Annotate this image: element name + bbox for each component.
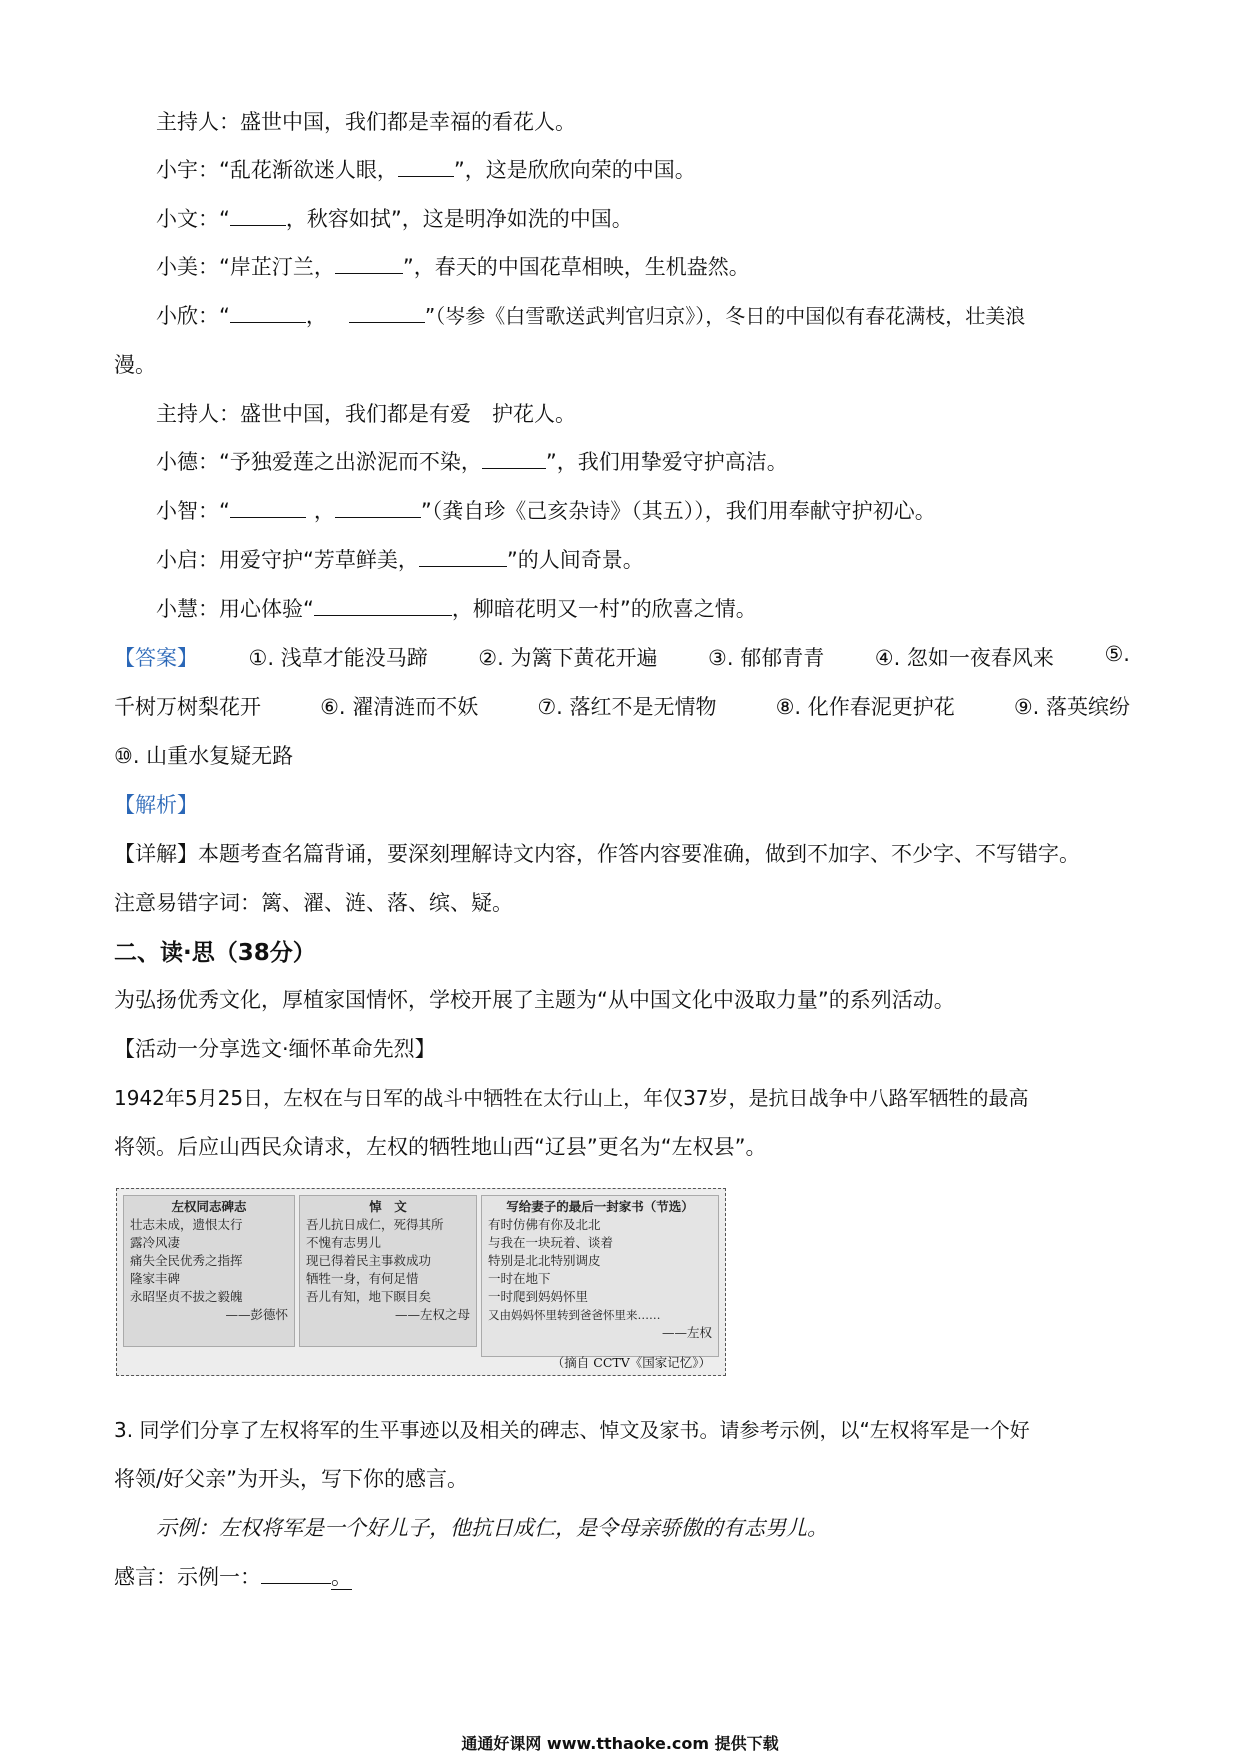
text-segment: ”，春天的中国花草相映，生机盎然。 (402, 255, 750, 279)
answer-item: ④. 忽如一夜春风来 (874, 646, 1054, 670)
panel-line: 现已得着民主事救成功 (306, 1253, 432, 1268)
answer-end: 。 (331, 1565, 352, 1589)
memorial-image (116, 1188, 726, 1376)
answer-item: ③. 郁郁青青 (708, 646, 825, 670)
line-xiaoqi (156, 544, 644, 574)
panel-line: 露冷风凄 (130, 1235, 181, 1250)
answer-blank (419, 546, 507, 567)
text-segment: ”，我们用挚爱守护高洁。 (545, 450, 788, 474)
panel-line: 痛失全民优秀之指挥 (130, 1253, 243, 1268)
answer-item-last: ⑩. 山重水复疑无路 (114, 744, 294, 768)
line-xiaomei (156, 251, 750, 281)
text-segment: 小智：“ (156, 499, 230, 523)
answer-blank (482, 448, 546, 469)
panel-line: 一时在地下 (488, 1271, 551, 1286)
line-xiaoyu (156, 154, 696, 184)
image-source: （摘自 CCTV《国家记忆》） (551, 1355, 711, 1370)
answer-line (114, 1561, 352, 1591)
analysis-tag: 【解析】 (114, 793, 198, 817)
question-line: 将领/好父亲”为开头，写下你的感言。 (114, 1467, 468, 1491)
text-segment: ”的人间奇景。 (506, 548, 644, 572)
panel-signature: ——彭德怀 (225, 1307, 288, 1322)
answer-blank (314, 595, 452, 616)
text-segment: ”，这是欣欣向荣的中国。 (453, 158, 696, 182)
answer-blank (261, 1563, 331, 1584)
example-line: 示例：左权将军是一个好儿子，他抗日成仁，是令母亲骄傲的有志男儿。 (156, 1516, 828, 1540)
line-xiaoxin (156, 300, 1025, 330)
section-intro: 为弘扬优秀文化，厚植家国情怀，学校开展了主题为“从中国文化中汲取力量”的系列活动。 (114, 988, 955, 1012)
text-segment: 小文：“ (156, 207, 230, 231)
panel-signature: ——左权之母 (394, 1307, 470, 1322)
text-segment: ， (305, 304, 327, 328)
panel-line: 吾儿有知，地下瞑目矣 (306, 1289, 432, 1304)
analysis-detail: 【详解】本题考查名篇背诵，要深刻理解诗文内容，作答内容要准确，做到不加字、不少字、不写错字。 (114, 842, 1080, 866)
panel-line: 壮志未成，遗恨太行 (130, 1217, 243, 1232)
activity-title: 【活动一分享选文·缅怀革命先烈】 (114, 1037, 436, 1061)
line-xiaohui (156, 593, 757, 623)
panel-line: 牺牲一身，有何足惜 (306, 1271, 419, 1286)
panel-line: 与我在一块玩着、谈着 (488, 1235, 614, 1250)
answer-tag: 【答案】 (114, 646, 198, 670)
answer-item: ⑧. 化作春泥更护花 (775, 695, 955, 719)
answer-blank (230, 205, 286, 226)
answer-item: ⑨. 落英缤纷 (1013, 695, 1130, 719)
panel-title: 左权同志碑志 (171, 1199, 247, 1214)
answer-item: ①. 浅草才能没马蹄 (248, 646, 428, 670)
line-xiaozhi (156, 495, 936, 525)
line-host-1: 主持人：盛世中国，我们都是幸福的看花人。 (156, 110, 576, 134)
panel-title: 写给妻子的最后一封家书（节选） (506, 1199, 694, 1214)
panel-line: 吾儿抗日成仁，死得其所 (306, 1217, 444, 1232)
text-segment: 小宇：“乱花渐欲迷人眼， (156, 158, 398, 182)
panel-epitaph (123, 1195, 295, 1347)
text-segment: 小启：用爱守护“芳草鲜美， (156, 548, 419, 572)
answer-blank (398, 156, 454, 177)
panel-line: 有时仿佛有你及北北 (488, 1217, 601, 1232)
panel-line: 一时爬到妈妈怀里 (488, 1289, 589, 1304)
text-segment: 小慧：用心体验“ (156, 597, 314, 621)
text-segment: ”（岑参《白雪歌送武判官归京》），冬日的中国似有春花满枝，壮美浪 (424, 304, 1026, 328)
answer-item: 千树万树梨花开 (114, 695, 261, 719)
panel-line: 特别是北北特别调皮 (488, 1253, 601, 1268)
page-footer: 通通好课网 www.tthaoke.com 提供下载 (461, 1734, 779, 1753)
answer-blank (349, 302, 425, 323)
answer-blank (230, 302, 306, 323)
section-heading: 二、读·思（38分） (114, 940, 316, 966)
panel-eulogy (299, 1195, 477, 1347)
answer-blank (335, 253, 403, 274)
panel-signature: ——左权 (661, 1325, 712, 1340)
answer-blank (230, 497, 306, 518)
paragraph-line: 1942年5月25日，左权在与日军的战斗中牺牲在太行山上，年仅37岁，是抗日战争中八路军牺牲的最高 (114, 1086, 1029, 1110)
panel-letter (481, 1195, 719, 1357)
answer-item: ⑤. (1104, 642, 1130, 666)
analysis-typos: 注意易错字词：篱、濯、涟、落、缤、疑。 (114, 891, 513, 915)
text-segment: ，柳暗花明又一村”的欣喜之情。 (451, 597, 757, 621)
text-segment: 小德：“予独爱莲之出淤泥而不染， (156, 450, 482, 474)
paragraph-line: 将领。后应山西民众请求，左权的牺牲地山西“辽县”更名为“左权县”。 (114, 1135, 767, 1159)
text-segment: ， (313, 499, 335, 523)
answer-item: ⑥. 濯清涟而不妖 (320, 695, 479, 719)
answer-row-1 (114, 642, 1130, 672)
text-segment: ，秋容如拭”，这是明净如洗的中国。 (285, 207, 633, 231)
answer-item: ⑦. 落红不是无情物 (537, 695, 717, 719)
text-segment: 小欣：“ (156, 304, 230, 328)
text-segment: ”（龚自珍《己亥杂诗》（其五）），我们用奉献守护初心。 (420, 499, 936, 523)
line-continuation: 漫。 (114, 353, 156, 377)
text-segment: 小美：“岸芷汀兰， (156, 255, 335, 279)
line-xiaode (156, 446, 788, 476)
panel-title: 悼 文 (369, 1199, 407, 1214)
panel-line: 又由妈妈怀里转到爸爸怀里来…… (488, 1308, 661, 1322)
answer-blank (335, 497, 421, 518)
answer-prefix: 感言：示例一： (114, 1565, 261, 1589)
panel-line: 隆家丰碑 (130, 1271, 181, 1286)
question-line: 3. 同学们分享了左权将军的生平事迹以及相关的碑志、悼文及家书。请参考示例，以“左权将军是一个好 (114, 1418, 1030, 1442)
line-xiaowen (156, 203, 633, 233)
line-host-2: 主持人：盛世中国，我们都是有爱 护花人。 (156, 402, 576, 426)
panel-line: 不愧有志男儿 (306, 1235, 382, 1250)
panel-line: 永昭坚贞不拔之毅魄 (130, 1289, 243, 1304)
answer-row-2 (114, 691, 1130, 721)
answer-item: ②. 为篱下黄花开遍 (478, 646, 658, 670)
